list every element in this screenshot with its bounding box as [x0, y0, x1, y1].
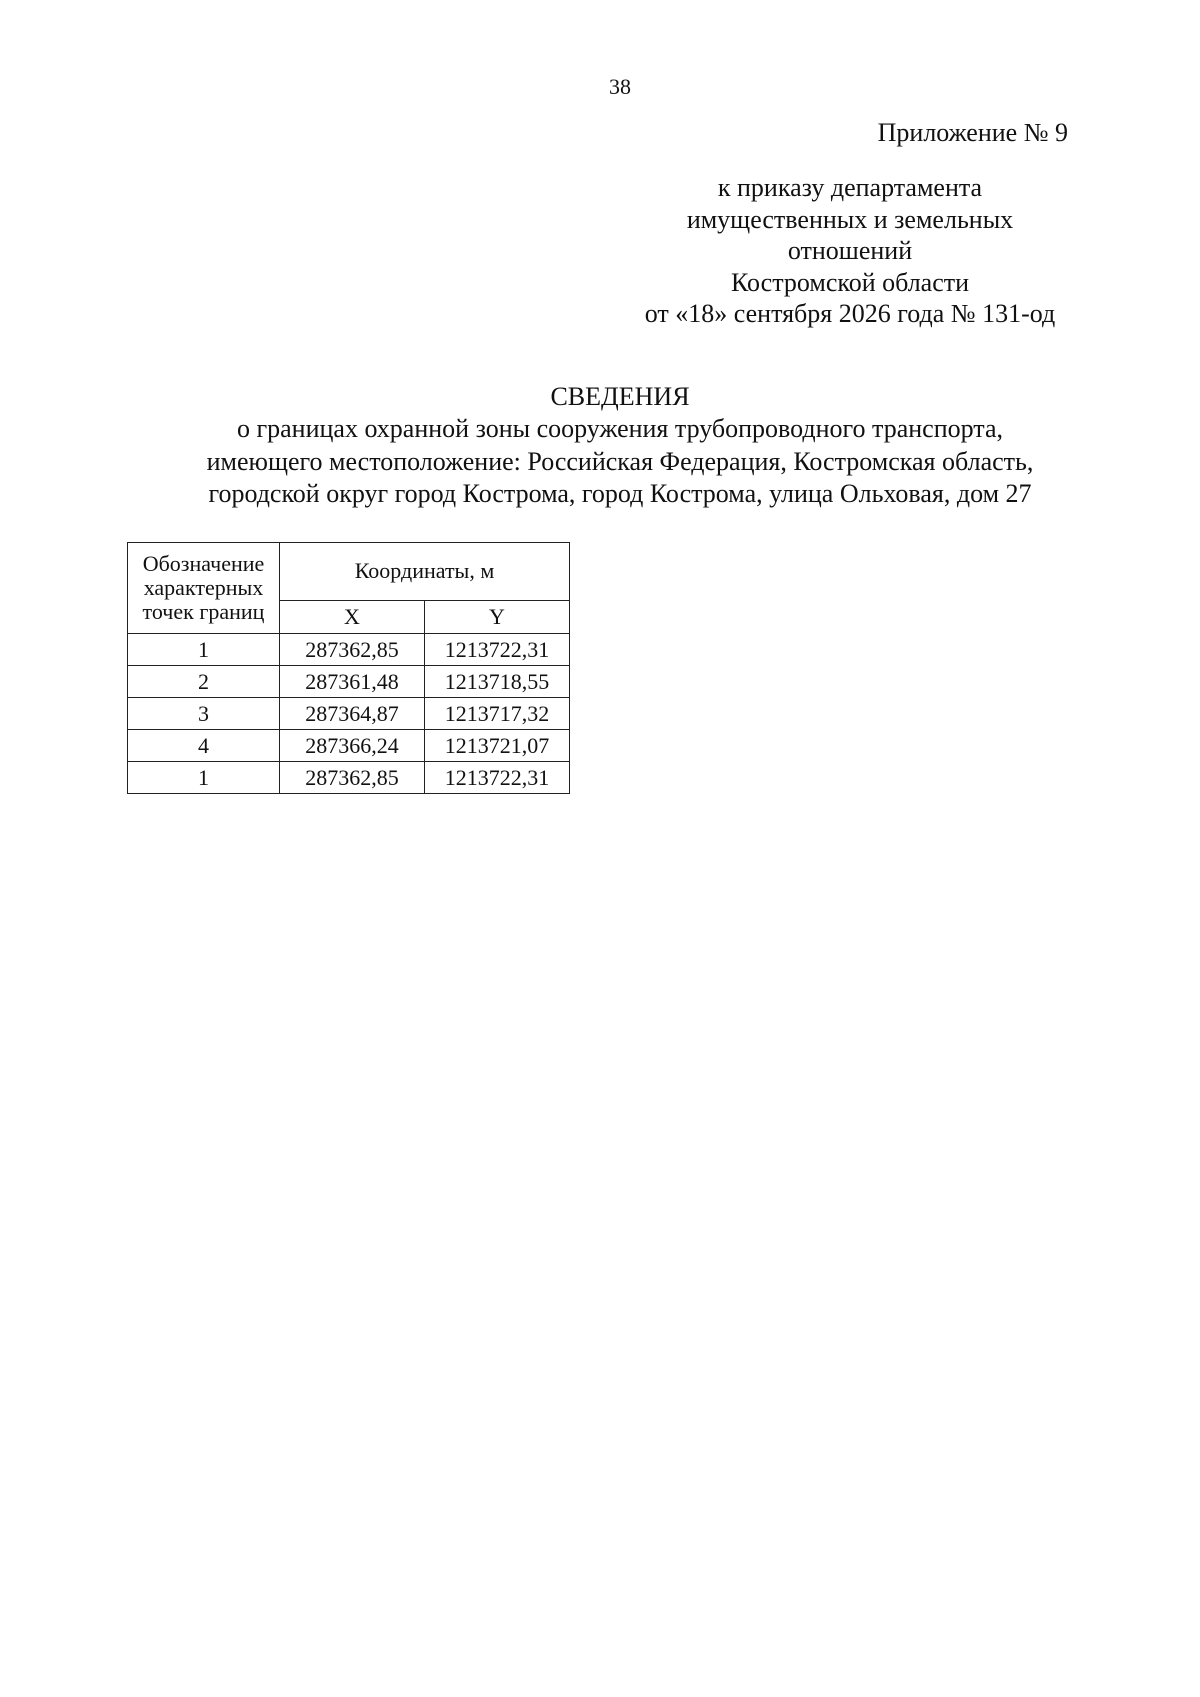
subtitle-line: имеющего местоположение: Российская Федерация, Костромская область, — [206, 446, 1034, 476]
table-row — [128, 666, 570, 698]
document-subtitle — [150, 413, 1090, 511]
table-row — [128, 698, 570, 730]
x-cell: 287362,85 — [280, 762, 425, 794]
header-line: точек границ — [142, 599, 265, 624]
table-row — [128, 634, 570, 666]
order-reference-line: имущественных и земельных — [686, 204, 1014, 234]
y-cell: 1213717,32 — [425, 698, 570, 730]
page-number: 38 — [609, 74, 631, 99]
y-cell: 1213722,31 — [425, 634, 570, 666]
header-line: Обозначение — [142, 551, 265, 576]
y-cell: 1213721,07 — [425, 730, 570, 762]
appendix-label: Приложение № 9 — [877, 118, 1068, 147]
point-cell: 4 — [128, 730, 280, 762]
coordinates-header: Координаты, м — [280, 543, 570, 601]
order-reference-line: к приказу департамента — [717, 173, 983, 202]
point-cell: 1 — [128, 762, 280, 794]
document-title: СВЕДЕНИЯ — [550, 382, 690, 411]
coordinates-table — [127, 542, 570, 794]
y-cell: 1213718,55 — [425, 666, 570, 698]
point-cell: 2 — [128, 666, 280, 698]
y-column-header: Y — [425, 600, 570, 633]
header-line: характерных — [143, 575, 264, 600]
x-cell: 287361,48 — [280, 666, 425, 698]
x-cell: 287364,87 — [280, 698, 425, 730]
y-cell: 1213722,31 — [425, 762, 570, 794]
point-cell: 3 — [128, 698, 280, 730]
x-cell: 287362,85 — [280, 634, 425, 666]
table-row — [128, 762, 570, 794]
x-column-header: X — [280, 600, 425, 633]
order-reference-line: от «18» сентября 2026 года № 131-од — [644, 299, 1056, 328]
subtitle-line: о границах охранной зоны сооружения трубопроводного транспорта, — [236, 414, 1004, 443]
point-designation-header — [128, 543, 280, 634]
x-cell: 287366,24 — [280, 730, 425, 762]
order-reference-line: Костромской области — [730, 267, 970, 297]
table-row — [128, 730, 570, 762]
subtitle-line: городской округ город Кострома, город Кострома, улица Ольховая, дом 27 — [208, 479, 1032, 508]
point-cell: 1 — [128, 634, 280, 666]
order-reference — [600, 172, 1100, 330]
order-reference-line: отношений — [787, 236, 913, 265]
